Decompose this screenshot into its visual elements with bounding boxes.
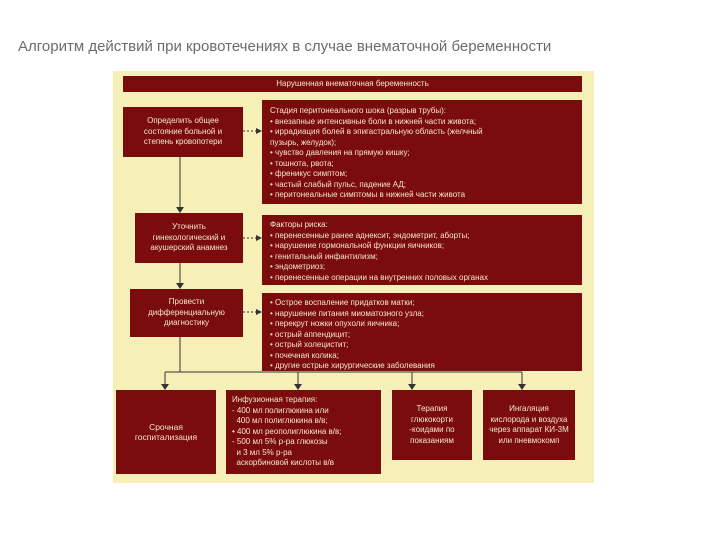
differential-item: • перекрут ножки опухоли яичника; [270,319,400,328]
hospitalization-label: Срочная госпитализация [134,421,198,442]
risk-item: • нарушение гормональной функции яичников; [270,241,445,250]
shock-box [262,100,582,204]
infusion-item: • 400 мл реополиглюкина в/в; [232,426,342,436]
infusion-item: аскорбиновой кислоты в/в [232,458,334,467]
differential-item: • Острое воспаление придатков матки; [270,298,415,307]
shock-item: • внезапные интенсивные боли в нижней части живота; [270,116,477,126]
header-box [123,76,582,92]
risk-heading: Факторы риска: [270,220,328,229]
step-history-box [135,213,243,263]
step-history-label: Уточнить гинекологический и акушерский анамнез [150,222,228,253]
hospitalization-box [116,390,216,474]
differential-item: • нарушение питания миоматозного узла; [270,308,424,318]
shock-item: • чувство давления на прямую кишку; [270,148,410,157]
risk-item: • перенесенные операции на внутренних половых органах [270,272,488,282]
differential-item: • острый холецистит; [270,340,349,349]
risk-item: • эндометриоз; [270,262,326,271]
infusion-item: 400 мл полиглюкина в/в; [232,416,328,425]
differential-item: • почечная колика; [270,350,339,360]
infusion-list [232,406,375,469]
shock-item: • частый слабый пульс, падение АД; [270,179,407,189]
risk-list [270,231,574,284]
shock-item: • иррадиация болей в эпигастральную область (желчный [270,127,483,136]
shock-item: • френикус симптом; [270,169,348,178]
oxygen-box [483,390,575,460]
differential-item: • острый аппендицит; [270,329,351,339]
shock-item: • тошнота, рвота; [270,158,334,168]
shock-item: • перитонеальные симптомы в нижней части живота [270,190,466,199]
differential-item: • другие острые хирургические заболевания [270,361,435,370]
infusion-item: - 400 мл полиглюкина или [232,405,329,415]
differential-list [270,298,574,372]
slide-title: Алгоритм действий при кровотечениях в случае внематочной беременности [18,38,552,55]
infusion-item: - 500 мл 5% р-ра глюкозы [232,437,328,446]
risk-item: • генитальный инфантилизм; [270,251,378,261]
glucocorticoid-box [392,390,472,460]
shock-item: пузырь, желудок); [270,137,337,147]
step-diagnosis-box [130,289,243,337]
step-diagnosis-label: Провести дифференциальную диагностику [148,297,225,328]
risk-box [262,215,582,285]
glucocorticoid-label: Терапия глюкокорти -коидами по показаниям [409,404,455,445]
shock-heading: Стадия перитонеального шока (разрыв трубы): [270,106,447,115]
header-label: Нарушенная внематочная беременность [276,78,429,88]
infusion-heading: Инфузионная терапия: [232,395,318,404]
shock-list [270,117,574,201]
infusion-box [226,390,381,474]
risk-item: • перенесенные ранее аднексит, эндометрит, аборты; [270,230,470,240]
infusion-item: и 3 мл 5% р-ра [232,447,292,457]
differential-box [262,293,582,371]
step-assess-label: Определить общее состояние больной и степень кровопотери [143,116,223,147]
oxygen-label: Ингаляция кислорода и воздуха через аппарат КИ-3М или пневмокомп [489,404,569,445]
step-assess-box [123,107,243,157]
